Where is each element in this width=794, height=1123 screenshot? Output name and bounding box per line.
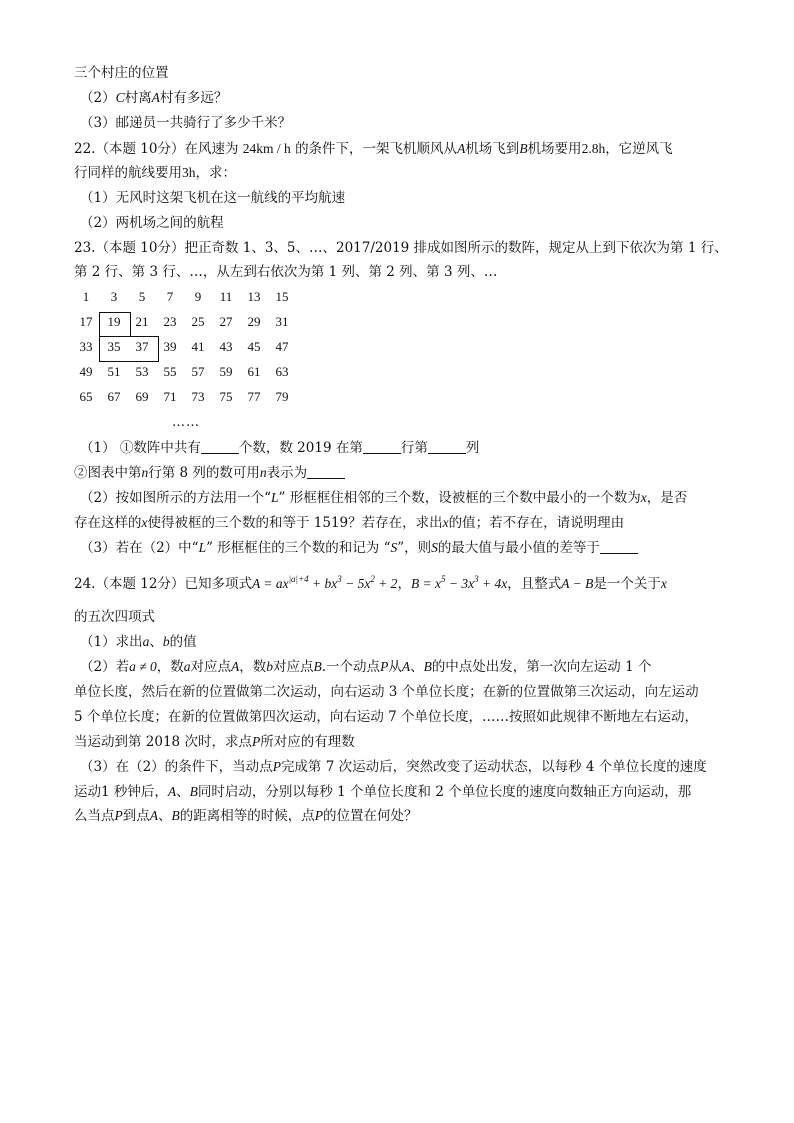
text-line: （2）若a ≠ 0，数a对应点A，数b对应点B.一个动点P从A、B的中点处出发，第一次向左运动 1 个	[80, 659, 652, 675]
text-line: 的五次四项式	[74, 609, 155, 625]
text-line: （3）若在（2）中“L” 形框框住的三个数的和记为 “S”，则S的最大值与最小值的差等于	[80, 538, 638, 558]
text-line: （2）C村离A村有多远？	[80, 90, 228, 106]
matrix-cell: 45	[247, 339, 261, 354]
text-line: 行同样的航线要用3h，求：	[74, 165, 236, 181]
matrix-cell: 47	[275, 339, 289, 354]
question-24: 24.（本题 12分）已知多项式$A = ax^{|a|+4} + bx^3 - 5x^2 + 2$，$B = x^5 - 3x^3 + 4x$，且整式A − B是一个关于x	[74, 574, 667, 592]
text-line: 三个村庄的位置	[74, 65, 169, 81]
matrix-cell: 75	[219, 389, 233, 404]
matrix-cell: 39	[163, 339, 177, 354]
matrix-cell: 43	[219, 339, 233, 354]
matrix-cell: 3	[110, 289, 118, 304]
matrix-cell: 67	[107, 389, 121, 404]
matrix-cell: 5	[138, 289, 146, 304]
text-line: 5 个单位长度；在新的位置做第四次运动，向右运动 7 个单位长度，……按照如此规律不断地左右运动，	[74, 709, 699, 725]
matrix-cell: 11	[219, 289, 233, 304]
matrix-cell: 7	[166, 289, 174, 304]
answer-blank[interactable]	[600, 539, 638, 554]
matrix-cell: 49	[79, 364, 93, 379]
text-line: 单位长度，然后在新的位置做第二次运动，向右运动 3 个单位长度；在新的位置做第三次运动，向左运动	[74, 684, 699, 700]
matrix-cell: 59	[219, 364, 233, 379]
answer-blank[interactable]	[201, 439, 239, 454]
matrix-cell: 65	[79, 389, 93, 404]
matrix-cell: 27	[219, 314, 233, 329]
answer-blank[interactable]	[428, 439, 466, 454]
matrix-cell: 37	[135, 339, 149, 354]
answer-blank[interactable]	[307, 464, 345, 479]
matrix-cell: 53	[135, 364, 149, 379]
text-line: （1）无风时这架飞机在这一航线的平均航速	[80, 190, 346, 206]
matrix-cell: 51	[107, 364, 121, 379]
matrix-cell: 69	[135, 389, 149, 404]
l-frame-top	[99, 312, 131, 337]
matrix-cell: 15	[275, 289, 289, 304]
matrix-cell: 23	[163, 314, 177, 329]
matrix-cell: 63	[275, 364, 289, 379]
text-line: 么当点P到点A、B的距离相等的时候，点P的位置在何处？	[74, 808, 418, 824]
formula-a: $A = ax^{|a|+4} + bx^3 - 5x^2 + 2$	[251, 574, 398, 591]
matrix-cell: 41	[191, 339, 205, 354]
question-22: 22.（本题 10分）在风速为 24km / h 的条件下，一架飞机顺风从A机场飞到B机场要用2.8h，它逆风飞	[74, 141, 673, 157]
matrix-cell: 29	[247, 314, 261, 329]
matrix-cell: 79	[275, 389, 289, 404]
matrix-cell: 31	[275, 314, 289, 329]
text-line: 运动1 秒钟后，A、B同时启动，分别以每秒 1 个单位长度和 2 个单位长度的速度向数轴正方向运动，那	[74, 784, 692, 800]
matrix-cell: 21	[135, 314, 149, 329]
matrix-cell: 17	[79, 314, 93, 329]
matrix-cell: 1	[82, 289, 90, 304]
answer-blank[interactable]	[363, 439, 401, 454]
text-line: （3）邮递员一共骑行了多少千米？	[80, 115, 292, 131]
l-frame-bottom	[99, 336, 159, 362]
matrix-cell: 35	[107, 339, 121, 354]
matrix-cell: 13	[247, 289, 261, 304]
matrix-cell: 25	[191, 314, 205, 329]
matrix-cell: 55	[163, 364, 177, 379]
matrix-cell: 61	[247, 364, 261, 379]
text-line: （2）按如图所示的方法用一个“L” 形框框住相邻的三个数，设被框的三个数中最小的一个数为x，是否	[80, 490, 688, 506]
matrix-cell: 71	[163, 389, 177, 404]
text-line: ②图表中第n行第 8 列的数可用n表示为	[74, 463, 345, 483]
question-23: 23.（本题 10分）把正奇数 1、3、5、…、2017/2019 排成如图所示的数阵，规定从上到下依次为第 1 行、	[74, 240, 728, 256]
matrix-cell: 57	[191, 364, 205, 379]
text-line: （1）求出a、b的值	[80, 634, 197, 650]
matrix-cell: 73	[191, 389, 205, 404]
text-line: 存在这样的x使得被框的三个数的和等于 1519？若存在，求出x的值；若不存在，请说明理由	[74, 515, 625, 531]
formula-b: $B = x^5 - 3x^3 + 4x$	[410, 574, 508, 591]
text-line: （3）在（2）的条件下，当动点P完成第 7 次运动后，突然改变了运动状态，以每秒 4 个单位长度的速度	[80, 759, 707, 775]
text-line: 第 2 行、第 3 行、…，从左到右依次为第 1 列、第 2 列、第 3 列、…	[74, 264, 498, 280]
text-line: （1） ①数阵中共有 个数，数 2019 在第 行第 列	[80, 440, 480, 456]
matrix-cell: 9	[194, 289, 202, 304]
matrix-ellipsis: ……	[172, 415, 200, 430]
text-line: 当运动到第 2018 次时，求点P所对应的有理数	[74, 734, 355, 750]
matrix-cell: 77	[247, 389, 261, 404]
matrix-cell: 19	[107, 314, 121, 329]
matrix-cell: 33	[79, 339, 93, 354]
text-line: （2）两机场之间的航程	[80, 215, 224, 231]
